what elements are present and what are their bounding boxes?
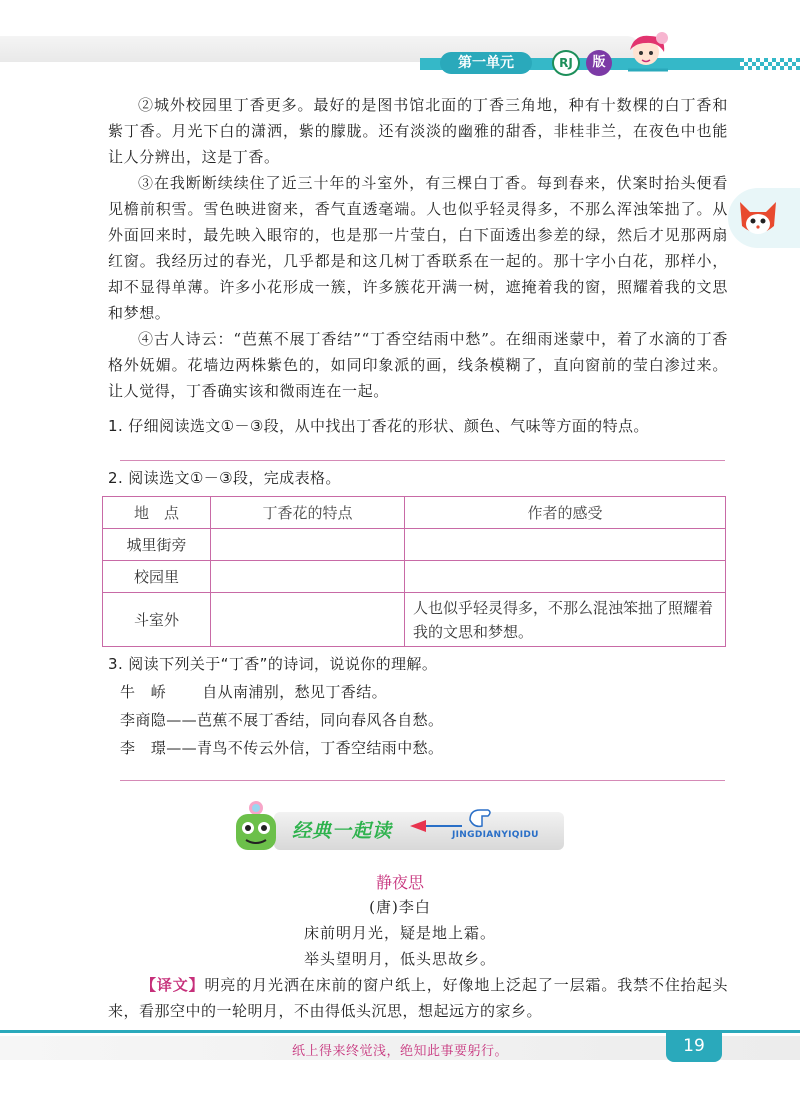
footer-motto: 纸上得来终觉浅，绝知此事要躬行。 [291,1044,508,1059]
cell-feature[interactable] [211,593,405,647]
poem-line-3 [120,736,443,760]
question-3: 3. 阅读下列关于“丁香”的诗词，说说你的理解。 [108,655,438,673]
question-2: 2. 阅读选文①－③段，完成表格。 [108,469,341,487]
translation-text: 明亮的月光洒在床前的窗户纸上，好像地上泛起了一层霜。我禁不住抬起头来，看那空中的一轮明月，不由得低头沉思，想起远方的家乡。 [108,976,728,1020]
passage-paragraph-2: ②城外校园里丁香更多。最好的是图书馆北面的丁香三角地，种有十数棵的白丁香和紫丁香。月光下白的潇洒，紫的朦胧。还有淡淡的幽雅的甜香，非桂非兰，在夜色中也能让人分辨出，这是丁香。 [108,96,728,166]
cell-place: 斗室外 [103,593,211,647]
cell-feature[interactable] [211,561,405,593]
fox-mascot-icon [736,196,780,240]
classic-title: 静夜思 [375,873,424,892]
answer-line [120,780,725,781]
translation-label: 【译文】 [141,976,205,994]
table-row [103,593,726,647]
header-feature: 丁香花的特点 [211,497,405,529]
cell-place: 城里街旁 [103,529,211,561]
header-place: 地 点 [103,497,211,529]
question-1: 1. 仔细阅读选文①－③段，从中找出丁香花的形状、颜色、气味等方面的特点。 [108,417,649,435]
banner-title: 经典一起读 [292,820,393,842]
cell-feeling[interactable] [405,529,726,561]
edition-ban-badge: 版 [586,50,612,76]
poem-author: 李商隐 [120,711,167,729]
poem-text: 自从南浦别，愁见丁香结。 [202,683,388,701]
header-checker-pattern [740,58,800,70]
poem-text: ——青鸟不传云外信，丁香空结雨中愁。 [166,739,444,757]
table-row [103,529,726,561]
translation [108,972,728,1024]
classic-line-1: 床前明月光，疑是地上霜。 [303,924,496,942]
poem-line-2 [120,708,443,732]
classic-line-2: 举头望明月，低头思故乡。 [303,950,496,968]
poem-text: ——芭蕉不展丁香结，同向春风各自愁。 [166,711,444,729]
cell-feature[interactable] [211,529,405,561]
table-row [103,561,726,593]
classic-reading-banner [224,798,576,856]
header-feeling: 作者的感受 [405,497,726,529]
feature-table [102,496,726,647]
banner-subtitle: JINGDIANYIQIDU [452,830,539,840]
edition-rj-badge: RJ [552,50,580,76]
cell-place: 校园里 [103,561,211,593]
cell-feeling: 人也似乎轻灵得多，不那么混浊笨拙了照耀着我的文思和梦想。 [405,593,726,647]
poem-author: 牛 峤 [120,683,167,701]
table-header-row [103,497,726,529]
page-number: 19 [666,1030,722,1062]
cell-feeling[interactable] [405,561,726,593]
poem-line-1 [120,680,387,704]
classic-author: (唐)李白 [369,898,431,916]
answer-line [120,460,725,461]
unit-title: 第一单元 [440,52,532,74]
passage-paragraph-4: ④古人诗云：“芭蕉不展丁香结”“丁香空结雨中愁”。在细雨迷蒙中，着了水滴的丁香格外妩媚。花墙边两株紫色的，如同印象派的画，线条模糊了，直向窗前的莹白渗过来。让人觉得，丁香确实该和微雨连在一起。 [108,330,728,400]
monster-mascot-icon [226,798,286,856]
passage-paragraph-3: ③在我断断续续住了近三十年的斗室外，有三棵白丁香。每到春来，伏案时抬头便看见檐前积雪。雪色映进窗来，香气直透毫端。人也似乎轻灵得多，不那么浑浊笨拙了。从外面回来时，最先映入眼帘的，也是那一片莹白，白下面透出参差的绿，然后才见那两扇红窗。我经历过的春光，几乎都是和这几树丁香联系在一起的。那十字小白花，那样小，却不显得单薄。许多小花形成一簇，许多簇花开满一树，遮掩着我的窗，照耀着我的文思和梦想。 [108,174,728,322]
hand-pointer-icon [464,802,494,832]
girl-mascot-icon [622,30,674,78]
poem-author: 李 璟 [120,739,167,757]
